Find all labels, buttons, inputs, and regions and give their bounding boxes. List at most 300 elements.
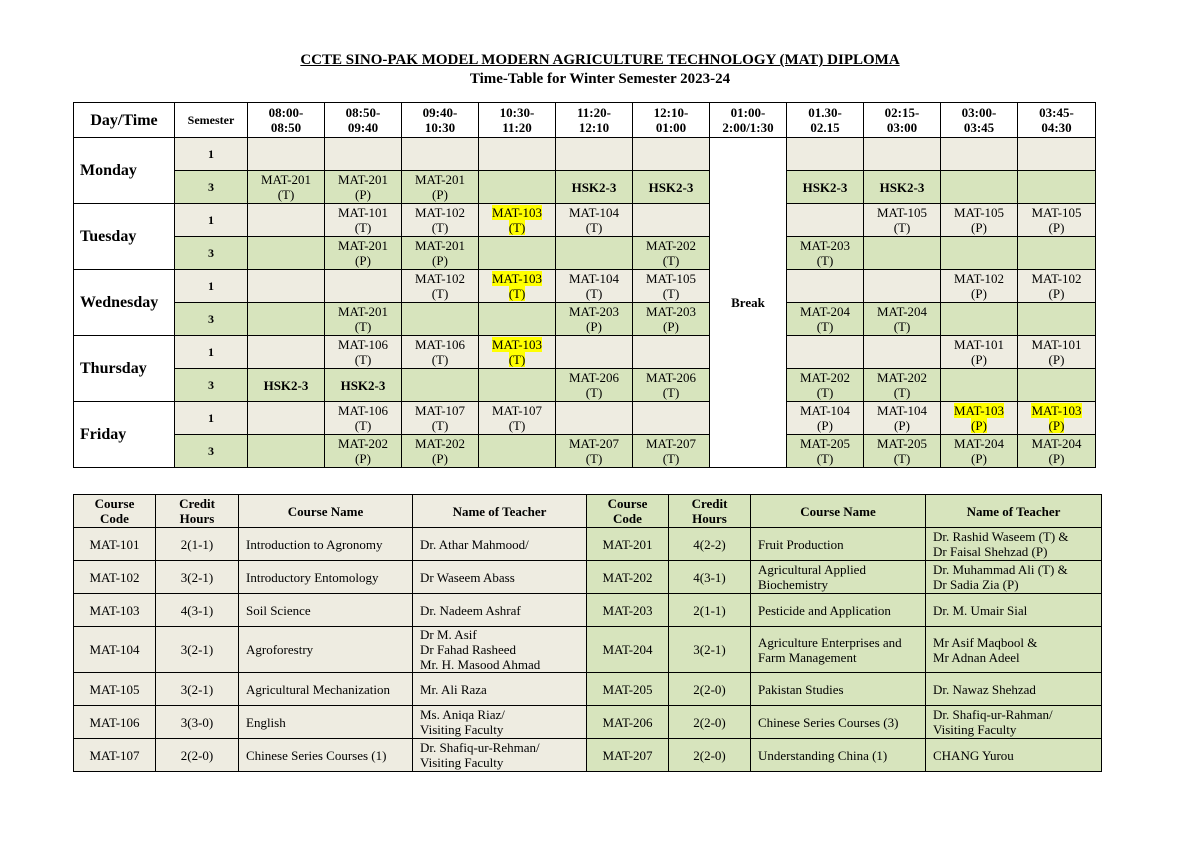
class-cell: [941, 138, 1018, 171]
text-line: (T): [431, 220, 449, 235]
class-cell: [941, 204, 1018, 237]
credit-hours: 2(2-0): [669, 706, 751, 739]
semester-cell: 3: [175, 369, 248, 402]
class-cell: [1018, 303, 1096, 336]
semester-cell: 3: [175, 237, 248, 270]
timetable-row: [74, 171, 1096, 204]
text-line: Mr. Ali Raza: [420, 681, 487, 697]
class-cell: [402, 303, 479, 336]
class-cell: [402, 138, 479, 171]
text-line: MAT-105: [1031, 205, 1082, 220]
text-line: MAT-207: [645, 436, 697, 451]
text-line: (P): [355, 451, 371, 466]
credit-hours: 4(3-1): [669, 561, 751, 594]
class-cell: [325, 435, 402, 468]
course-code: MAT-107: [74, 739, 156, 772]
credit-hours: 2(2-0): [669, 739, 751, 772]
class-cell: [325, 303, 402, 336]
class-cell: [941, 171, 1018, 204]
text-line: Dr. Rashid Waseem (T) &: [933, 529, 1069, 544]
class-cell: [556, 270, 633, 303]
text-line: (T): [277, 187, 295, 202]
slot-start: 09:40-: [422, 105, 458, 120]
slot-start: 03:45-: [1039, 105, 1074, 120]
text-line: (T): [662, 253, 680, 268]
text-line: Agriculture Enterprises and: [758, 634, 902, 650]
class-cell: [941, 336, 1018, 369]
text-line: MAT-103: [491, 337, 543, 352]
slot-header: [864, 103, 941, 138]
text-line: (T): [893, 385, 911, 400]
day-label: Wednesday: [74, 270, 175, 336]
text-line: Mr Asif Maqbool &: [933, 634, 1038, 650]
text-line: MAT-204: [799, 304, 851, 319]
teacher-name: [413, 673, 587, 706]
course-row: [74, 673, 1102, 706]
text-line: Visiting Faculty: [420, 755, 504, 770]
slot-start: 12:10-: [653, 105, 689, 120]
text-line: (T): [508, 220, 526, 235]
class-cell: [556, 204, 633, 237]
text-line: (P): [971, 220, 987, 235]
highlighted-class: [492, 337, 542, 367]
class-cell: [402, 369, 479, 402]
slot-start: 01:00-: [730, 105, 766, 120]
class-cell: [1018, 369, 1096, 402]
class-cell: [864, 369, 941, 402]
class-cell: [1018, 204, 1096, 237]
semester-cell: 1: [175, 402, 248, 435]
course-name: [751, 594, 926, 627]
text-line: Dr. M. Umair Sial: [933, 602, 1028, 618]
course-code-header: Course Code: [587, 495, 669, 528]
text-line: MAT-201: [414, 172, 466, 187]
semester-cell: 1: [175, 336, 248, 369]
class-cell: [556, 435, 633, 468]
slot-header: [402, 103, 479, 138]
course-code: MAT-105: [74, 673, 156, 706]
text-line: (T): [893, 451, 911, 466]
class-cell: [248, 171, 325, 204]
class-cell: [787, 402, 864, 435]
teacher-header: Name of Teacher: [926, 495, 1102, 528]
text-line: (T): [585, 451, 603, 466]
text-line: (P): [1048, 352, 1065, 367]
slot-header: [710, 103, 787, 138]
class-cell: [787, 138, 864, 171]
text-line: CHANG Yurou: [933, 747, 1014, 763]
text-line: (P): [432, 253, 448, 268]
text-line: (T): [585, 286, 603, 301]
text-line: Biochemistry: [758, 577, 829, 592]
class-cell: [787, 204, 864, 237]
text-line: (T): [431, 352, 449, 367]
course-name: [239, 673, 413, 706]
class-cell: [941, 303, 1018, 336]
day-label: Thursday: [74, 336, 175, 402]
class-cell: HSK2-3: [556, 171, 633, 204]
class-cell: [787, 303, 864, 336]
class-cell: [787, 369, 864, 402]
text-line: MAT-206: [645, 370, 697, 385]
class-cell: [864, 237, 941, 270]
course-code: MAT-103: [74, 594, 156, 627]
course-name: [239, 627, 413, 673]
text-line: MAT-204: [876, 304, 928, 319]
course-code-header: Course Code: [74, 495, 156, 528]
course-code: MAT-203: [587, 594, 669, 627]
day-time-header: Day/Time: [74, 103, 175, 138]
course-name: [239, 706, 413, 739]
course-row: [74, 528, 1102, 561]
text-line: Fruit Production: [758, 536, 844, 552]
text-line: MAT-102: [414, 271, 466, 286]
text-line: MAT-102: [1031, 271, 1082, 286]
text-line: (P): [355, 187, 371, 202]
text-line: Understanding China (1): [758, 747, 888, 763]
course-code: MAT-207: [587, 739, 669, 772]
semester-cell: 1: [175, 204, 248, 237]
text-line: (T): [893, 220, 911, 235]
teacher-name: [926, 739, 1102, 772]
day-label: Friday: [74, 402, 175, 468]
class-cell: [325, 270, 402, 303]
course-row: [74, 739, 1102, 772]
text-line: MAT-201: [337, 172, 389, 187]
highlighted-class: [492, 205, 542, 235]
class-cell: HSK2-3: [787, 171, 864, 204]
text-line: Agricultural Applied: [758, 562, 866, 577]
class-cell: [941, 270, 1018, 303]
text-line: (P): [1048, 451, 1065, 466]
class-cell: [633, 369, 710, 402]
text-line: (P): [432, 187, 448, 202]
timetable-row: [74, 369, 1096, 402]
semester-cell: 1: [175, 138, 248, 171]
text-line: (T): [354, 319, 372, 334]
class-cell: [479, 303, 556, 336]
slot-header: [787, 103, 864, 138]
text-line: (T): [354, 352, 372, 367]
class-cell: [864, 435, 941, 468]
teacher-name: [926, 627, 1102, 673]
teacher-name: [926, 706, 1102, 739]
class-cell: [479, 138, 556, 171]
timetable-body: [74, 138, 1096, 468]
text-line: MAT-102: [953, 271, 1005, 286]
text-line: MAT-205: [876, 436, 928, 451]
text-line: MAT-107: [414, 403, 466, 418]
class-cell: [633, 336, 710, 369]
class-cell: [864, 138, 941, 171]
slot-end: 09:40: [347, 120, 379, 135]
text-line: MAT-202: [414, 436, 466, 451]
class-cell: [787, 237, 864, 270]
class-cell: [864, 204, 941, 237]
timetable-row: [74, 270, 1096, 303]
teacher-header: Name of Teacher: [413, 495, 587, 528]
highlighted-class: [1031, 403, 1081, 433]
text-line: (P): [663, 319, 679, 334]
text-line: (P): [586, 319, 602, 334]
course-name: [751, 673, 926, 706]
slot-end: 03:45: [963, 120, 995, 135]
text-line: MAT-106: [337, 337, 389, 352]
class-cell: [325, 138, 402, 171]
text-line: (T): [662, 451, 680, 466]
course-name: [751, 528, 926, 561]
text-line: MAT-104: [568, 205, 620, 220]
text-line: Introductory Entomology: [246, 569, 379, 585]
class-cell: [402, 336, 479, 369]
class-cell: [941, 237, 1018, 270]
credit-hours: 4(2-2): [669, 528, 751, 561]
semester-cell: 1: [175, 270, 248, 303]
teacher-name: [413, 627, 587, 673]
class-cell: [556, 303, 633, 336]
slot-header: [633, 103, 710, 138]
text-line: (T): [893, 319, 911, 334]
class-cell: [479, 237, 556, 270]
course-code: MAT-206: [587, 706, 669, 739]
slot-header: [556, 103, 633, 138]
credit-hours-header: Credit Hours: [156, 495, 239, 528]
text-line: Introduction to Agronomy: [246, 536, 383, 552]
teacher-name: [413, 739, 587, 772]
semester-header: Semester: [175, 103, 248, 138]
course-row: [74, 706, 1102, 739]
slot-end: 04:30: [1041, 120, 1072, 135]
class-cell: [556, 402, 633, 435]
slot-end: 11:20: [502, 120, 532, 135]
class-cell: HSK2-3: [633, 171, 710, 204]
text-line: MAT-201: [337, 304, 389, 319]
slot-end: 03:00: [886, 120, 918, 135]
course-table: [73, 494, 1102, 772]
text-line: MAT-101: [1031, 337, 1082, 352]
text-line: (P): [1048, 286, 1065, 301]
highlighted-class: [492, 271, 542, 301]
text-line: MAT-101: [953, 337, 1005, 352]
credit-hours: 4(3-1): [156, 594, 239, 627]
class-cell: [633, 237, 710, 270]
slot-start: 03:00-: [961, 105, 997, 120]
credit-hours: 3(3-0): [156, 706, 239, 739]
break-label: Break: [731, 295, 765, 310]
class-cell: [633, 270, 710, 303]
text-line: MAT-203: [799, 238, 851, 253]
text-line: MAT-204: [953, 436, 1005, 451]
class-cell: [248, 402, 325, 435]
text-line: Dr. Shafiq-ur-Rehman/: [420, 740, 540, 755]
course-code: MAT-104: [74, 627, 156, 673]
semester-cell: 3: [175, 435, 248, 468]
text-line: (P): [971, 418, 987, 433]
class-cell: [479, 402, 556, 435]
credit-hours: 2(1-1): [156, 528, 239, 561]
class-cell: [941, 369, 1018, 402]
text-line: Mr Adnan Adeel: [933, 649, 1020, 665]
text-line: MAT-202: [876, 370, 928, 385]
slot-start: 10:30-: [499, 105, 535, 120]
class-cell: [479, 171, 556, 204]
credit-hours: 3(2-1): [156, 627, 239, 673]
class-cell: [787, 336, 864, 369]
credit-hours-header: Credit Hours: [669, 495, 751, 528]
class-cell: [325, 402, 402, 435]
teacher-name: [926, 528, 1102, 561]
credit-hours: 2(2-0): [669, 673, 751, 706]
class-cell: [787, 435, 864, 468]
course-name: [239, 561, 413, 594]
timetable-row: [74, 402, 1096, 435]
text-line: MAT-201: [260, 172, 312, 187]
text-line: Dr. Muhammad Ali (T) &: [933, 562, 1068, 577]
class-cell: [1018, 435, 1096, 468]
course-code: MAT-205: [587, 673, 669, 706]
text-line: Dr Sadia Zia (P): [933, 577, 1019, 592]
course-name: [751, 706, 926, 739]
class-cell: [1018, 270, 1096, 303]
text-line: MAT-207: [568, 436, 620, 451]
class-cell: [941, 435, 1018, 468]
text-line: English: [246, 714, 286, 730]
slot-end: 2:00/1:30: [722, 120, 774, 135]
text-line: Visiting Faculty: [933, 722, 1017, 737]
text-line: (T): [816, 451, 834, 466]
text-line: (T): [585, 385, 603, 400]
slot-start: 08:00-: [268, 105, 304, 120]
class-cell: [633, 138, 710, 171]
text-line: (T): [816, 385, 834, 400]
text-line: (P): [971, 286, 987, 301]
text-line: MAT-103: [1031, 403, 1082, 418]
text-line: MAT-201: [414, 238, 466, 253]
class-cell: [402, 402, 479, 435]
class-cell: [248, 204, 325, 237]
class-cell: [864, 303, 941, 336]
course-body: [74, 528, 1102, 772]
class-cell: HSK2-3: [864, 171, 941, 204]
break-cell: [710, 138, 787, 468]
text-line: MAT-202: [799, 370, 851, 385]
text-line: (T): [816, 319, 834, 334]
class-cell: [479, 270, 556, 303]
text-line: Visiting Faculty: [420, 722, 504, 737]
class-cell: [633, 402, 710, 435]
class-cell: [1018, 171, 1096, 204]
document-subtitle: Time-Table for Winter Semester 2023-24: [469, 71, 731, 87]
timetable-row: [74, 237, 1096, 270]
timetable-row: [74, 303, 1096, 336]
course-name: [239, 739, 413, 772]
slot-header: [941, 103, 1018, 138]
teacher-name: [413, 594, 587, 627]
text-line: MAT-103: [491, 205, 543, 220]
text-line: Agroforestry: [246, 642, 314, 657]
text-line: (P): [1048, 418, 1065, 433]
text-line: MAT-204: [1031, 436, 1082, 451]
text-line: Dr. Shafiq-ur-Rahman/: [933, 707, 1053, 722]
text-line: Dr Faisal Shehzad (P): [933, 544, 1048, 559]
slot-header: [325, 103, 402, 138]
class-cell: [633, 204, 710, 237]
text-line: (P): [355, 253, 371, 268]
class-cell: [479, 204, 556, 237]
text-line: Dr Fahad Rasheed: [420, 642, 517, 657]
class-cell: HSK2-3: [325, 369, 402, 402]
text-line: Chinese Series Courses (1): [246, 747, 387, 763]
credit-hours: 2(1-1): [669, 594, 751, 627]
slot-start: 02:15-: [884, 105, 920, 120]
class-cell: [248, 435, 325, 468]
timetable-row: [74, 336, 1096, 369]
text-line: (T): [662, 385, 680, 400]
text-line: MAT-202: [645, 238, 697, 253]
slot-end: 01:00: [655, 120, 687, 135]
course-header-row: [74, 495, 1102, 528]
text-line: (T): [662, 286, 680, 301]
class-cell: [402, 204, 479, 237]
text-line: MAT-203: [645, 304, 697, 319]
slot-end: 12:10: [578, 120, 610, 135]
class-cell: [941, 402, 1018, 435]
slot-end: 10:30: [424, 120, 456, 135]
text-line: Dr M. Asif: [420, 627, 477, 642]
course-code: MAT-106: [74, 706, 156, 739]
text-line: (T): [431, 418, 449, 433]
slot-header: [248, 103, 325, 138]
text-line: MAT-105: [645, 271, 697, 286]
class-cell: [633, 435, 710, 468]
credit-hours: 3(2-1): [156, 561, 239, 594]
course-row: [74, 594, 1102, 627]
slot-header: [1018, 103, 1096, 138]
text-line: (T): [431, 286, 449, 301]
class-cell: [556, 369, 633, 402]
slot-header: [479, 103, 556, 138]
class-cell: HSK2-3: [248, 369, 325, 402]
text-line: MAT-102: [414, 205, 466, 220]
text-line: MAT-101: [337, 205, 389, 220]
class-cell: [402, 237, 479, 270]
day-label: Monday: [74, 138, 175, 204]
course-row: [74, 561, 1102, 594]
text-line: Dr. Nadeem Ashraf: [420, 602, 521, 618]
text-line: (P): [1048, 220, 1065, 235]
text-line: MAT-106: [414, 337, 466, 352]
class-cell: [556, 138, 633, 171]
course-name: [751, 561, 926, 594]
class-cell: [633, 303, 710, 336]
class-cell: [248, 270, 325, 303]
course-name-header: Course Name: [751, 495, 926, 528]
class-cell: [787, 270, 864, 303]
text-line: Agricultural Mechanization: [246, 681, 391, 697]
class-cell: [864, 336, 941, 369]
text-line: (T): [585, 220, 603, 235]
text-line: MAT-107: [491, 403, 543, 418]
course-code: MAT-202: [587, 561, 669, 594]
course-code: MAT-204: [587, 627, 669, 673]
timetable-row: [74, 204, 1096, 237]
class-cell: [1018, 237, 1096, 270]
class-cell: [556, 336, 633, 369]
text-line: Dr. Athar Mahmood/: [420, 536, 529, 552]
text-line: (T): [816, 253, 834, 268]
text-line: MAT-103: [491, 271, 543, 286]
text-line: Chinese Series Courses (3): [758, 714, 899, 730]
